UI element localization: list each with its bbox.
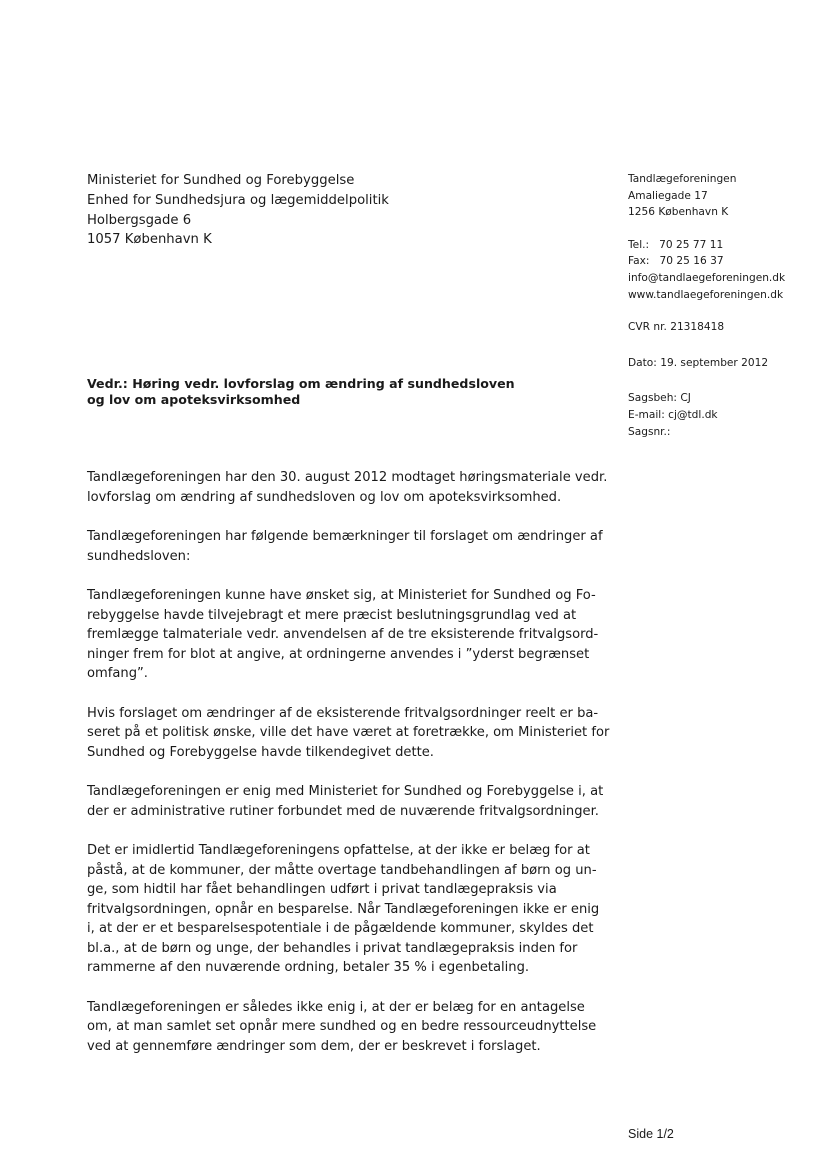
sender-email-link[interactable]: info@tandlaegeforeningen.dk xyxy=(628,271,786,284)
body-line: omfang”. xyxy=(87,666,148,681)
body-line: Sundhed og Forebyggelse havde tilkendegivet dette. xyxy=(87,744,434,760)
body-paragraph xyxy=(87,527,603,566)
case-email-link[interactable]: E-mail: cj@tdl.dk xyxy=(628,408,718,421)
recipient-line: Ministeriet for Sundhed og Forebyggelse xyxy=(87,173,355,188)
body-paragraph xyxy=(87,586,599,684)
letter-subject xyxy=(87,376,567,407)
body-line: Tandlægeforeningen har følgende bemærkninger til forslaget om ændringer af xyxy=(87,529,603,544)
body-line: Tandlægeforeningen er således ikke enig i, at der er belæg for en antagelse xyxy=(87,999,585,1015)
sender-cvr: CVR nr. 21318418 xyxy=(628,321,725,334)
sender-street: Amaliegade 17 xyxy=(628,189,708,202)
body-line: Hvis forslaget om ændringer af de eksisterende fritvalgsordninger reelt er ba- xyxy=(87,705,599,721)
body-line: fritvalgsordningen, opnår en besparelse. Når Tandlægeforeningen ikke er enig xyxy=(87,901,600,917)
body-line: ved at gennemføre ændringer som dem, der er beskrevet i forslaget. xyxy=(87,1038,541,1054)
letter-body xyxy=(87,468,610,1076)
letter-date: Dato: 19. september 2012 xyxy=(628,356,769,369)
recipient-line: Enhed for Sundhedsjura og lægemiddelpolitik xyxy=(87,192,389,208)
case-handler: Sagsbeh: CJ xyxy=(628,392,691,405)
body-line: Det er imidlertid Tandlægeforeningens opfattelse, at der ikke er belæg for at xyxy=(87,843,590,858)
body-paragraph xyxy=(87,704,610,763)
body-line: Tandlægeforeningen kunne have ønsket sig, at Ministeriet for Sundhed og Fo- xyxy=(87,588,596,603)
page-number: Side 1/2 xyxy=(628,1127,674,1141)
sender-info xyxy=(628,171,785,440)
case-number: Sagsnr.: xyxy=(628,425,671,438)
body-line: sundhedsloven: xyxy=(87,548,191,564)
body-line: ge, som hidtil har fået behandlingen udført i privat tandlægepraksis via xyxy=(87,882,557,897)
body-line: påstå, at de kommuner, der måtte overtage tandbehandlingen af børn og un- xyxy=(87,862,597,878)
body-line: Tandlægeforeningen har den 30. august 2012 modtaget høringsmateriale vedr. xyxy=(87,470,608,485)
body-paragraph xyxy=(87,841,600,978)
subject-line: Vedr.: Høring vedr. lovforslag om ændring af sundhedsloven xyxy=(87,376,515,391)
body-line: bl.a., at de børn og unge, der behandles i privat tandlægepraksis inden for xyxy=(87,940,578,956)
body-line: i, at der er et besparelsespotentiale i de pågældende kommuner, skyldes det xyxy=(87,921,594,936)
body-paragraph xyxy=(87,782,604,821)
body-line: om, at man samlet set opnår mere sundhed og en bedre ressourceudnyttelse xyxy=(87,1019,597,1034)
body-line: rammerne af den nuværende ordning, betaler 35 % i egenbetaling. xyxy=(87,960,530,975)
sender-name: Tandlægeforeningen xyxy=(628,173,737,185)
body-line: rebyggelse havde tilvejebragt et mere præcist beslutningsgrundlag ved at xyxy=(87,607,577,623)
sender-fax: Fax: 70 25 16 37 xyxy=(628,255,724,268)
recipient-line: Holbergsgade 6 xyxy=(87,212,192,228)
recipient-address xyxy=(87,171,389,250)
body-paragraph xyxy=(87,468,608,507)
body-line: der er administrative rutiner forbundet med de nuværende fritvalgsordninger. xyxy=(87,803,599,819)
body-line: fremlægge talmateriale vedr. anvendelsen af de tre eksisterende fritvalgsord- xyxy=(87,627,599,642)
body-paragraph xyxy=(87,998,597,1057)
sender-web-link[interactable]: www.tandlaegeforeningen.dk xyxy=(628,288,784,301)
sender-tel: Tel.: 70 25 77 11 xyxy=(628,238,724,251)
sender-city: 1256 København K xyxy=(628,206,729,219)
body-line: lovforslag om ændring af sundhedsloven og lov om apoteksvirksomhed. xyxy=(87,489,562,505)
body-line: ninger frem for blot at angive, at ordningerne anvendes i ”yderst begrænset xyxy=(87,646,590,662)
subject-line: og lov om apoteksvirksomhed xyxy=(87,391,301,407)
body-line: Tandlægeforeningen er enig med Ministeriet for Sundhed og Forebyggelse i, at xyxy=(87,784,604,799)
body-line: seret på et politisk ønske, ville det have været at foretrække, om Ministeriet for xyxy=(87,725,610,740)
recipient-line: 1057 København K xyxy=(87,232,212,248)
